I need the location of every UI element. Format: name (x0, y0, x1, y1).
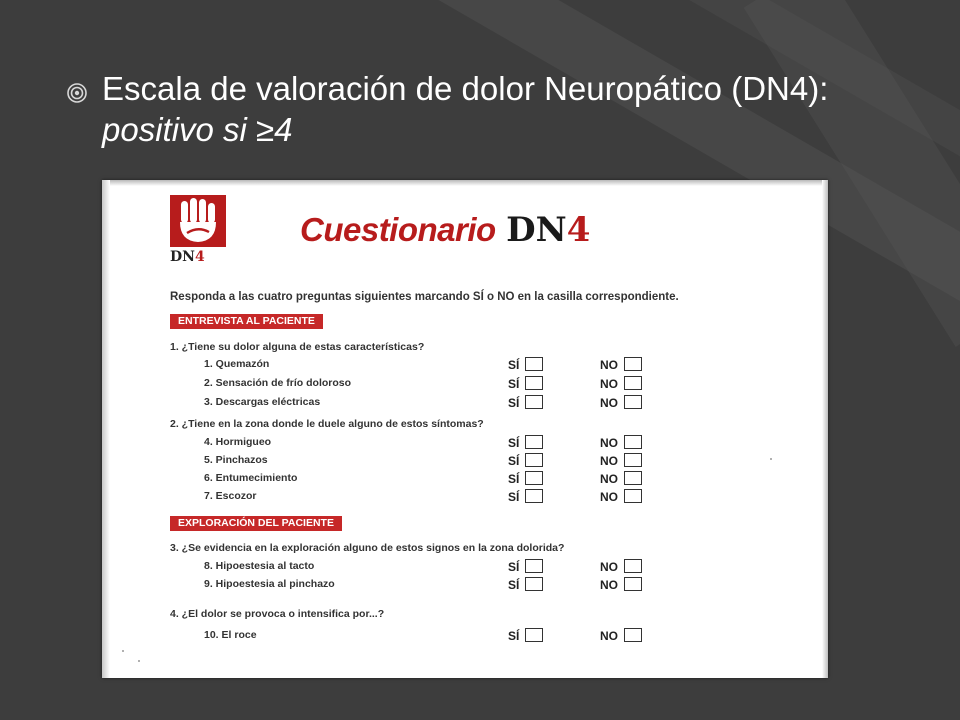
no-option: NO (600, 489, 642, 504)
item-row (204, 560, 664, 576)
yes-checkbox[interactable] (525, 376, 543, 390)
no-checkbox[interactable] (624, 453, 642, 467)
no-checkbox[interactable] (624, 357, 642, 371)
questionnaire-image (102, 180, 828, 678)
item-label: 2. Sensación de frío doloroso (204, 377, 352, 389)
yes-checkbox[interactable] (525, 489, 543, 503)
questionnaire-heading (300, 210, 590, 250)
yes-option: SÍ (508, 489, 543, 504)
item-label: 10. El roce (204, 629, 257, 641)
no-option: NO (600, 577, 642, 592)
no-option: NO (600, 395, 642, 410)
item-row (204, 472, 664, 488)
no-checkbox[interactable] (624, 489, 642, 503)
target-bullet-icon (66, 82, 88, 104)
item-label: 5. Pinchazos (204, 454, 268, 466)
yes-option: SÍ (508, 435, 543, 450)
item-label: 3. Descargas eléctricas (204, 396, 321, 408)
slide-title-main: Escala de valoración de dolor Neuropático (DN4): (102, 70, 829, 107)
yes-checkbox[interactable] (525, 628, 543, 642)
no-checkbox[interactable] (624, 471, 642, 485)
no-option: NO (600, 357, 642, 372)
item-label: 6. Entumecimiento (204, 472, 298, 484)
yes-option: SÍ (508, 471, 543, 486)
yes-checkbox[interactable] (525, 559, 543, 573)
no-option: NO (600, 628, 642, 643)
yes-checkbox[interactable] (525, 357, 543, 371)
yes-option: SÍ (508, 376, 543, 391)
no-checkbox[interactable] (624, 376, 642, 390)
item-row (204, 436, 664, 452)
dn4-logo (170, 195, 228, 273)
heading-word: Cuestionario (300, 211, 496, 248)
item-row (204, 396, 664, 412)
yes-option: SÍ (508, 559, 543, 574)
yes-checkbox[interactable] (525, 395, 543, 409)
scan-edge (102, 180, 828, 186)
heading-dn4: DN4 (506, 210, 591, 250)
section-exploration: EXPLORACIÓN DEL PACIENTE (170, 516, 342, 531)
yes-checkbox[interactable] (525, 471, 543, 485)
no-checkbox[interactable] (624, 395, 642, 409)
item-row (204, 578, 664, 594)
item-label: 1. Quemazón (204, 358, 270, 370)
item-row (204, 377, 664, 393)
yes-option: SÍ (508, 628, 543, 643)
item-label: 8. Hipoestesia al tacto (204, 560, 315, 572)
item-label: 4. Hormigueo (204, 436, 272, 448)
scan-edge (822, 180, 828, 678)
yes-option: SÍ (508, 453, 543, 468)
no-checkbox[interactable] (624, 577, 642, 591)
question-2: 2. ¿Tiene en la zona donde le duele alguno de estos síntomas? (170, 418, 484, 430)
slide-title-emphasis: positivo si ≥4 (102, 111, 293, 148)
no-checkbox[interactable] (624, 559, 642, 573)
yes-checkbox[interactable] (525, 435, 543, 449)
no-checkbox[interactable] (624, 628, 642, 642)
section-interview: ENTREVISTA AL PACIENTE (170, 314, 323, 329)
yes-option: SÍ (508, 395, 543, 410)
scan-speck (770, 458, 772, 460)
no-option: NO (600, 435, 642, 450)
item-label: 7. Escozor (204, 490, 257, 502)
yes-checkbox[interactable] (525, 577, 543, 591)
yes-option: SÍ (508, 577, 543, 592)
logo-label: DN4 (170, 249, 205, 265)
yes-checkbox[interactable] (525, 453, 543, 467)
no-option: NO (600, 471, 642, 486)
item-row (204, 490, 664, 506)
no-option: NO (600, 453, 642, 468)
item-row (204, 454, 664, 470)
no-option: NO (600, 376, 642, 391)
yes-option: SÍ (508, 357, 543, 372)
slide-title (102, 68, 902, 150)
question-4: 4. ¿El dolor se provoca o intensifica por...? (170, 608, 385, 620)
hand-icon (170, 195, 226, 247)
scan-speck (138, 660, 140, 662)
no-checkbox[interactable] (624, 435, 642, 449)
item-row (204, 358, 664, 374)
no-option: NO (600, 559, 642, 574)
scan-edge (102, 180, 110, 678)
item-label: 9. Hipoestesia al pinchazo (204, 578, 335, 590)
question-3: 3. ¿Se evidencia en la exploración alguno de estos signos en la zona dolorida? (170, 542, 565, 554)
instruction-text: Responda a las cuatro preguntas siguientes marcando SÍ o NO en la casilla correspondiente. (170, 291, 679, 303)
item-row (204, 629, 664, 645)
scan-speck (122, 650, 124, 652)
question-1: 1. ¿Tiene su dolor alguna de estas características? (170, 341, 425, 353)
